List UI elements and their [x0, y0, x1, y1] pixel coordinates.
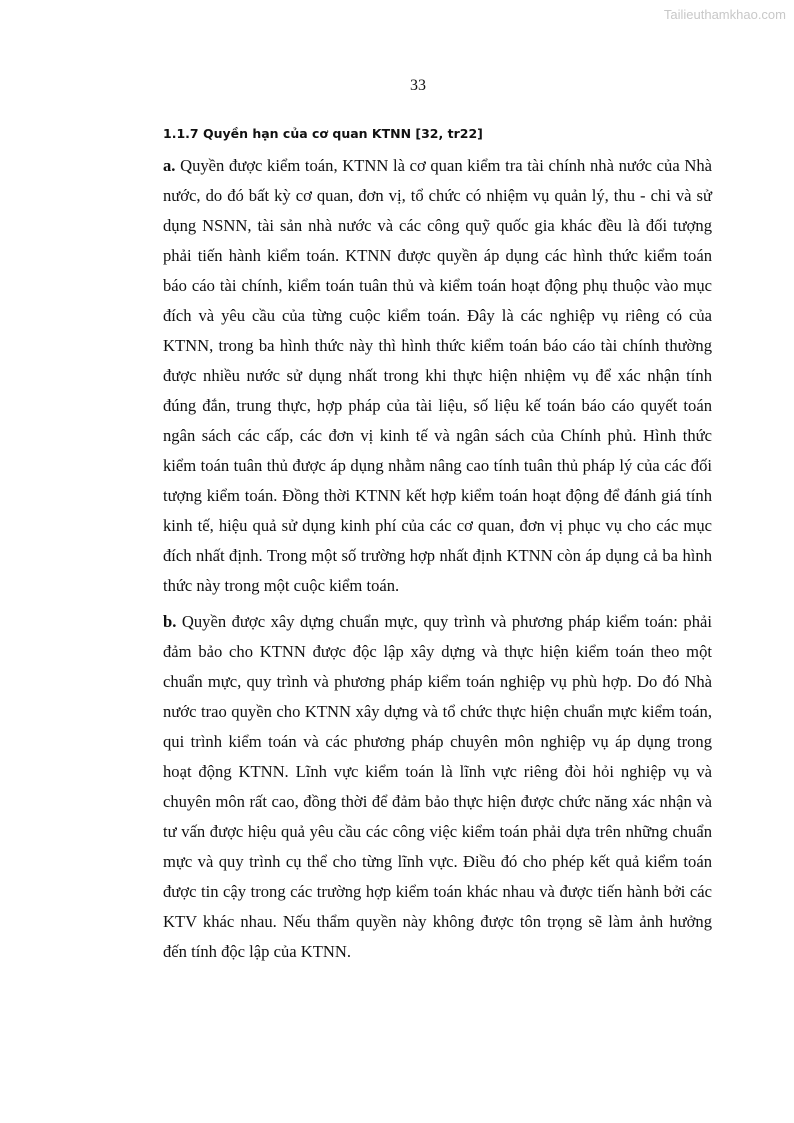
section-heading: 1.1.7 Quyền hạn của cơ quan KTNN [32, tr22]: [163, 126, 483, 141]
paragraph-b: [163, 607, 712, 967]
paragraph-a-text: Quyền được kiểm toán, KTNN là cơ quan kiểm tra tài chính nhà nước của Nhà nước, do đó bất kỳ cơ quan, đơn vị, tổ chức có nhiệm vụ quản lý, thu - chi và sử dụng NSNN, tài sản nhà nước và các công quỹ quốc gia khác đều là đối tượng phải tiến hành kiểm toán. KTNN được quyền áp dụng các hình thức kiểm toán báo cáo tài chính, kiểm toán tuân thủ và kiểm toán hoạt động phụ thuộc vào mục đích và yêu cầu của từng cuộc kiểm toán. Đây là các nghiệp vụ riêng có của KTNN, trong ba hình thức này thì hình thức kiểm toán báo cáo tài chính thường được nhiều nước sử dụng nhất trong khi thực hiện nhiệm vụ để xác nhận tính đúng đắn, trung thực, hợp pháp của tài liệu, số liệu kế toán báo cáo quyết toán ngân sách các cấp, các đơn vị kinh tế và ngân sách của Chính phủ. Hình thức kiểm toán tuân thủ được áp dụng nhằm nâng cao tính tuân thủ pháp lý của các đối tượng kiểm toán. Đồng thời KTNN kết hợp kiểm toán hoạt động để đánh giá tính kinh tế, hiệu quả sử dụng kinh phí của các cơ quan, đơn vị phục vụ cho các mục đích nhất định. Trong một số trường hợp nhất định KTNN còn áp dụng cả ba hình thức này trong một cuộc kiểm toán.: [163, 156, 712, 595]
document-body: [163, 125, 712, 967]
paragraph-a-marker: a.: [163, 156, 176, 175]
paragraph-b-marker: b.: [163, 612, 177, 631]
watermark: Tailieuthamkhao.com: [663, 7, 786, 22]
page-number: 33: [410, 77, 426, 94]
paragraph-b-text: Quyền được xây dựng chuẩn mực, quy trình và phương pháp kiểm toán: phải đảm bảo cho KTNN được độc lập xây dựng và thực hiện kiểm toán theo một chuẩn mực, quy trình và phương pháp kiểm toán nghiệp vụ phù hợp. Do đó Nhà nước trao quyền cho KTNN xây dựng và tổ chức thực hiện chuẩn mực kiểm toán, qui trình kiểm toán và các phương pháp chuyên môn nghiệp vụ áp dụng trong hoạt động KTNN. Lĩnh vực kiểm toán là lĩnh vực riêng đòi hỏi nghiệp vụ và chuyên môn rất cao, đồng thời để đảm bảo thực hiện được chức năng xác nhận và tư vấn được hiệu quả yêu cầu các công việc kiểm toán phải dựa trên những chuẩn mực và quy trình cụ thể cho từng lĩnh vực. Điều đó cho phép kết quả kiểm toán được tin cậy trong các trường hợp kiểm toán khác nhau và được tiến hành bởi các KTV khác nhau. Nếu thẩm quyền này không được tôn trọng sẽ làm ảnh hưởng đến tính độc lập của KTNN.: [163, 612, 712, 961]
paragraph-a: [163, 151, 712, 601]
